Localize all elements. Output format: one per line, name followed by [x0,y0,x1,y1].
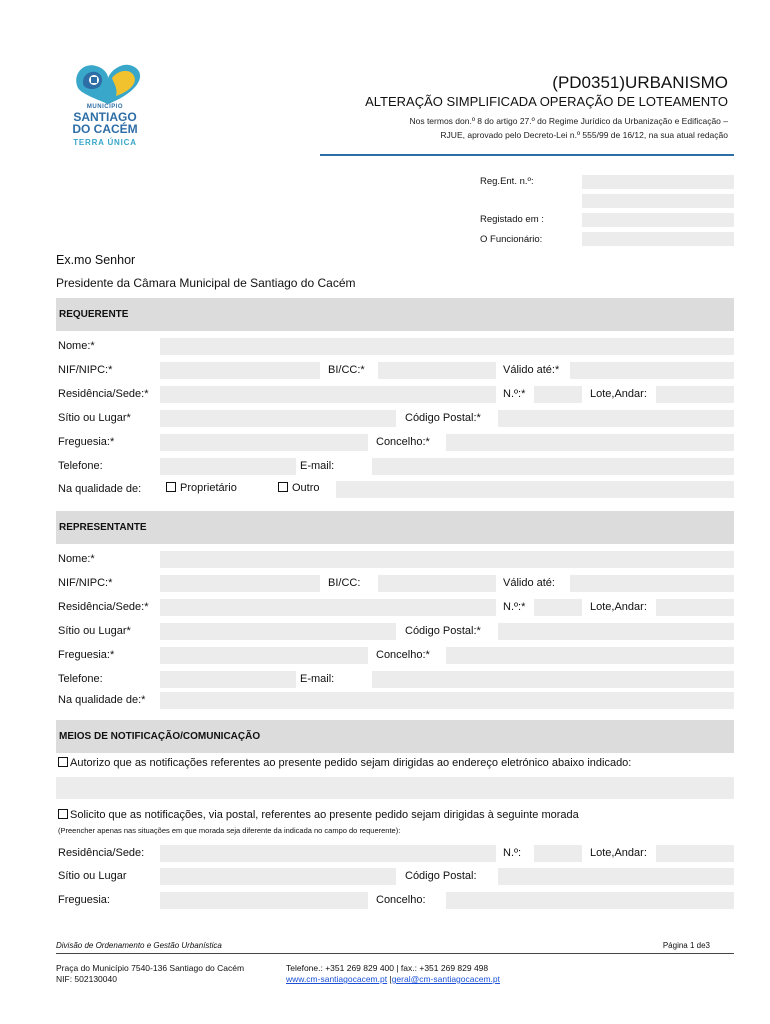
section-representante [56,511,734,544]
rep-numero-field[interactable] [534,599,582,616]
section-notificacao-title: MEIOS DE NOTIFICAÇÃO/COMUNICAÇÃO [59,731,261,742]
rep-telefone-field[interactable] [160,671,296,688]
notif-freguesia-field[interactable] [160,892,368,909]
req-option-proprietario-label: Proprietário [180,482,237,494]
website-link[interactable]: www.cm-santiagocacem.pt [286,974,388,984]
rep-lote-label: Lote,Andar: [590,601,647,613]
salutation: Ex.mo Senhor [56,253,136,267]
rep-qualidade-label: Na qualidade de:* [58,694,146,706]
rep-qualidade-field[interactable] [160,692,734,709]
funcionario-field[interactable] [582,232,734,246]
notif-email-field[interactable] [56,777,734,799]
notif-sitio-field[interactable] [160,868,396,885]
req-qualidade-label: Na qualidade de: [58,483,142,495]
registado-em-field[interactable] [582,213,734,227]
req-residencia-label: Residência/Sede:* [58,388,149,400]
req-nif-field[interactable] [160,362,320,379]
rep-numero-label: N.º:* [503,601,526,613]
footer-address-block [56,963,244,985]
req-valido-label: Válido até:* [503,364,560,376]
req-concelho-label: Concelho:* [376,436,430,448]
rep-nif-field[interactable] [160,575,320,592]
page-number: Página 1 de3 [662,941,710,950]
checkbox-icon[interactable] [166,482,176,492]
rep-telefone-label: Telefone: [58,673,103,685]
logo-emblem-icon [68,58,148,104]
rep-residencia-field[interactable] [160,599,496,616]
notif-option-email[interactable] [58,757,631,769]
legal-reference-line1: Nos termos don.º 8 do artigo 27.º do Regime Jurídico da Urbanização e Edificação – [409,116,728,126]
rep-sitio-field[interactable] [160,623,396,640]
notif-option-email-label: Autorizo que as notificações referentes ao presente pedido sejam dirigidas ao endereço eletrónico abaixo indicado: [70,757,632,769]
rep-email-label: E-mail: [300,673,335,685]
rep-concelho-label: Concelho:* [376,649,430,661]
logo-text-municipio: MUNICÍPIO [86,104,124,110]
checkbox-icon[interactable] [58,809,68,819]
logo-text-line3: DO CACÉM [72,122,138,136]
logo-text-line2: SANTIAGO [73,110,137,124]
form-legal-reference [409,114,728,142]
req-concelho-field[interactable] [446,434,734,451]
notif-option-postal-label: Solicito que as notificações, via postal, referentes ao presente pedido sejam dirigidas à seguinte morada [70,809,579,821]
req-option-proprietario[interactable] [166,482,237,494]
rep-nome-field[interactable] [160,551,734,568]
reg-ent-field[interactable] [582,175,734,189]
req-bi-field[interactable] [378,362,496,379]
req-lote-label: Lote,Andar: [590,388,647,400]
footer-contacts-block [286,963,500,985]
rep-email-field[interactable] [372,671,734,688]
rep-freguesia-label: Freguesia:* [58,649,115,661]
notif-lote-label: Lote,Andar: [590,847,647,859]
rep-concelho-field[interactable] [446,647,734,664]
rep-sitio-label: Sítio ou Lugar* [58,625,131,637]
notif-sitio-label: Sítio ou Lugar [58,870,127,882]
req-numero-field[interactable] [534,386,582,403]
funcionario-label: O Funcionário: [480,234,543,245]
req-freguesia-field[interactable] [160,434,368,451]
reg-ent-field-2[interactable] [582,194,734,208]
section-requerente-title: REQUERENTE [59,309,129,320]
notif-codigo-postal-label: Código Postal: [405,870,477,882]
reg-ent-label: Reg.Ent. n.º: [480,176,534,187]
legal-reference-line2: RJUE, aprovado pelo Decreto-Lei n.º 555/99 de 16/12, na sua atual redação [440,130,728,140]
req-option-outro[interactable] [278,482,320,494]
req-email-label: E-mail: [300,460,335,472]
footer-divider [56,953,734,954]
rep-residencia-label: Residência/Sede:* [58,601,149,613]
footer-links: www.cm-santiagocacem.pt |geral@cm-santiagocacem.pt [286,974,501,984]
rep-nome-label: Nome:* [58,553,95,565]
checkbox-icon[interactable] [58,757,68,767]
req-codigo-postal-label: Código Postal:* [405,412,481,424]
req-freguesia-label: Freguesia:* [58,436,115,448]
notif-option-postal[interactable] [58,809,579,821]
notif-numero-label: N.º: [503,847,522,859]
footer-address: Praça do Município 7540-136 Santiago do Cacém [56,963,245,973]
req-residencia-field[interactable] [160,386,496,403]
req-bi-label: BI/CC:* [328,364,365,376]
req-lote-field[interactable] [656,386,734,403]
notif-residencia-label: Residência/Sede: [58,847,145,859]
req-telefone-field[interactable] [160,458,296,475]
notif-lote-field[interactable] [656,845,734,862]
notif-residencia-field[interactable] [160,845,496,862]
req-nome-label: Nome:* [58,340,95,352]
section-requerente [56,298,734,331]
form-code: (PD0351)URBANISMO [552,73,728,92]
req-telefone-label: Telefone: [58,460,103,472]
header-divider [320,154,734,156]
req-outro-field[interactable] [336,481,734,498]
rep-codigo-postal-field[interactable] [498,623,734,640]
footer-division: Divisão de Ordenamento e Gestão Urbanística [56,941,222,950]
notif-note: (Preencher apenas nas situações em que morada seja diferente da indicada no campo do requerente): [58,826,401,835]
registado-em-label: Registado em : [480,214,544,225]
notif-freguesia-label: Freguesia: [58,894,110,906]
req-option-outro-label: Outro [292,482,320,494]
addressee: Presidente da Câmara Municipal de Santiago do Cacém [56,276,356,290]
email-link[interactable]: geral@cm-santiagocacem.pt [391,974,501,984]
rep-bi-field[interactable] [378,575,496,592]
footer-nif: NIF: 502130040 [56,974,117,984]
footer-contacts: Telefone.: +351 269 829 400 | fax.: +351 269 829 498 [286,963,489,973]
notif-numero-field[interactable] [534,845,582,862]
rep-freguesia-field[interactable] [160,647,368,664]
rep-nif-label: NIF/NIPC:* [58,577,113,589]
checkbox-icon[interactable] [278,482,288,492]
notif-concelho-field[interactable] [446,892,734,909]
notif-codigo-postal-field[interactable] [498,868,734,885]
req-codigo-postal-field[interactable] [498,410,734,427]
section-notificacao [56,720,734,753]
rep-codigo-postal-label: Código Postal:* [405,625,481,637]
form-title: ALTERAÇÃO SIMPLIFICADA OPERAÇÃO DE LOTEAMENTO [365,94,728,109]
rep-valido-label: Válido até: [503,577,555,589]
req-email-field[interactable] [372,458,734,475]
rep-lote-field[interactable] [656,599,734,616]
req-numero-label: N.º:* [503,388,526,400]
section-representante-title: REPRESENTANTE [59,522,147,533]
logo-text-santiago [62,111,148,135]
req-nome-field[interactable] [160,338,734,355]
req-nif-label: NIF/NIPC:* [58,364,113,376]
rep-valido-field[interactable] [570,575,734,592]
notif-concelho-label: Concelho: [376,894,426,906]
req-sitio-label: Sítio ou Lugar* [58,412,131,424]
req-valido-field[interactable] [570,362,734,379]
logo-text-tagline: TERRA ÚNICA [73,138,137,147]
req-sitio-field[interactable] [160,410,396,427]
rep-bi-label: BI/CC: [328,577,361,589]
